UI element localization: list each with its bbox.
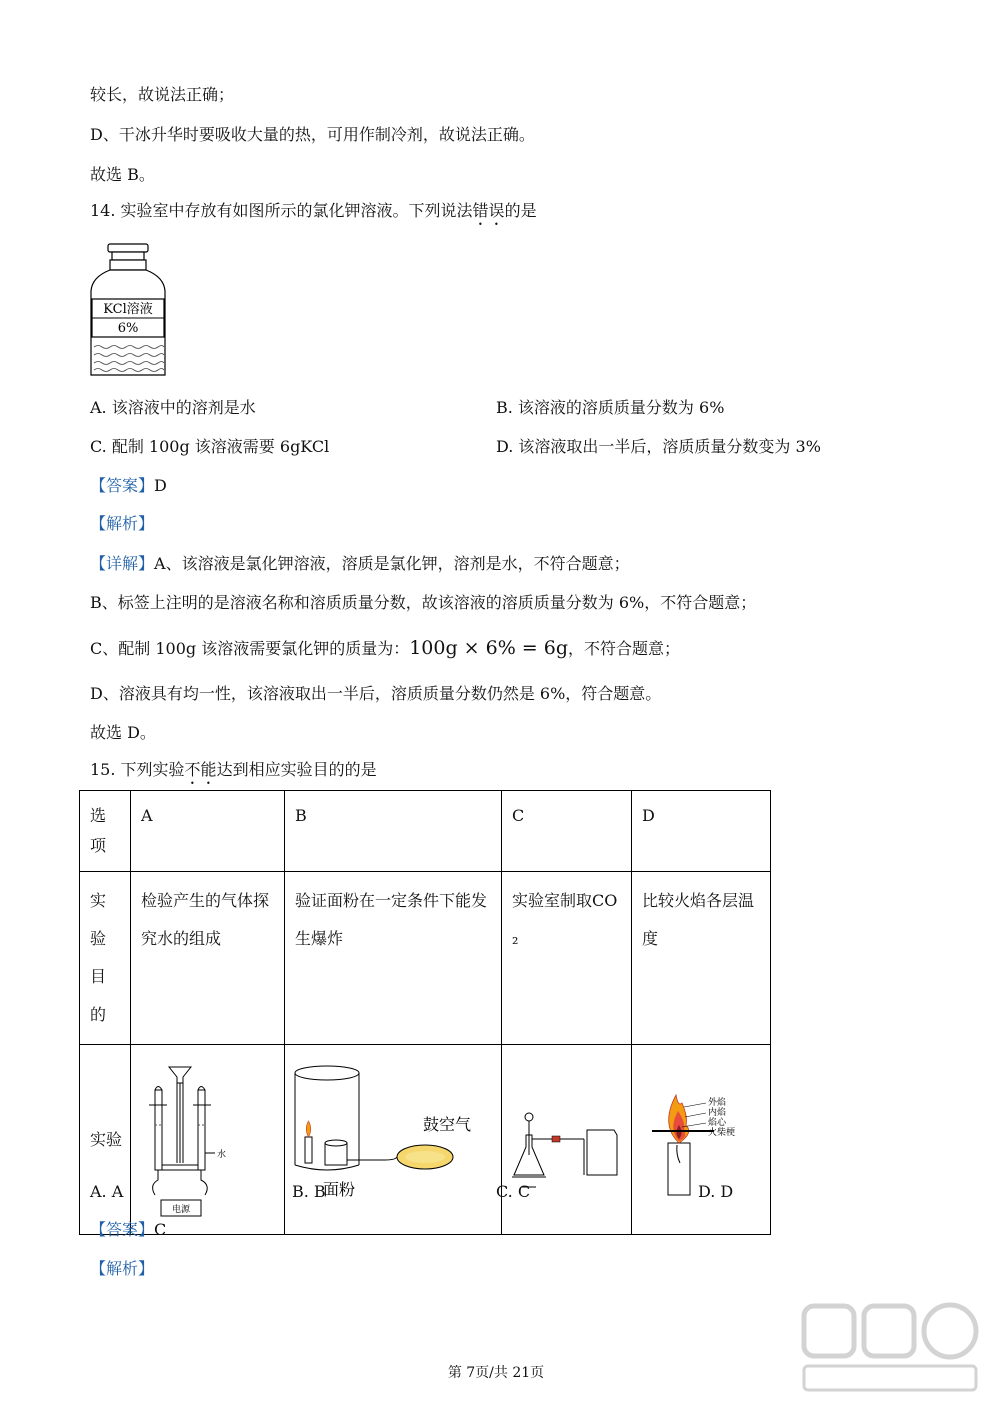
detail-b: B、标签上注明的是溶液名称和溶质质量分数，故该溶液的溶质质量分数为 6%，不符合题意； xyxy=(90,593,757,612)
text-line: 较长，故说法正确； xyxy=(90,85,235,104)
bottle-label-name: KCl溶液 xyxy=(103,302,153,317)
detail-text: C、配制 100g 该溶液需要氯化钾的质量为： xyxy=(90,639,410,658)
experiment-table xyxy=(79,790,771,1235)
answer-tag: 【答案】 xyxy=(90,1220,155,1239)
table-row xyxy=(80,1045,771,1235)
detail-text: ，不符合题意； xyxy=(568,639,681,658)
option-b: B. B xyxy=(292,1182,326,1201)
question-15-stem xyxy=(90,760,377,788)
stem-text: 的是 xyxy=(504,201,537,220)
label-water: 水 xyxy=(217,1150,227,1160)
answer-tag: 【答案】 xyxy=(90,476,155,495)
option-d: D. 该溶液取出一半后，溶质质量分数变为 3% xyxy=(496,437,821,456)
stem-emphasis: 不能 xyxy=(184,760,217,779)
conclusion: 故选 D。 xyxy=(90,723,156,742)
table-header-cell: D xyxy=(632,791,771,872)
label-outer-flame: 外焰 xyxy=(708,1098,727,1108)
table-row xyxy=(80,791,771,872)
option-c: C. 配制 100g 该溶液需要 6gKCl xyxy=(90,437,330,456)
stem-text: 14. 实验室中存放有如图所示的氯化钾溶液。下列说法 xyxy=(90,201,473,220)
label-air: 鼓空气 xyxy=(423,1115,472,1134)
formula: 100g × 6% = 6g xyxy=(409,637,569,659)
purpose-c: 实验室制取CO₂ xyxy=(502,872,632,1045)
stem-emphasis: 错误 xyxy=(472,201,505,220)
text-line: 故选 B。 xyxy=(90,165,155,184)
option-a: A. A xyxy=(90,1182,124,1201)
detail-text: A、该溶液是氯化钾溶液，溶质是氯化钾，溶剂是水，不符合题意； xyxy=(154,554,630,573)
figure-flour-explosion xyxy=(285,1045,502,1235)
detail-tag: 【详解】 xyxy=(90,554,155,573)
question-14-stem xyxy=(90,201,537,229)
option-a: A. 该溶液中的溶剂是水 xyxy=(90,398,256,417)
experiment-label: 实验 xyxy=(80,1045,131,1235)
answer-line xyxy=(90,476,167,496)
answer-value: D xyxy=(154,476,167,495)
page-footer: 第 7页/共 21页 xyxy=(447,1365,545,1381)
analysis-tag: 【解析】 xyxy=(90,514,155,533)
answer-value: C xyxy=(154,1220,167,1239)
figure-flame-layers xyxy=(632,1045,771,1235)
label-inner-flame: 内焰 xyxy=(708,1108,727,1118)
purpose-b: 验证面粉在一定条件下能发生爆炸 xyxy=(285,872,502,1045)
detail-c xyxy=(90,638,680,659)
option-d: D. D xyxy=(698,1182,734,1201)
figure-co2-apparatus xyxy=(502,1045,632,1235)
purpose-d: 比较火焰各层温度 xyxy=(632,872,771,1045)
text-line: D、干冰升华时要吸收大量的热，可用作制冷剂，故说法正确。 xyxy=(90,125,535,144)
table-row xyxy=(80,872,771,1045)
reagent-bottle-figure xyxy=(88,243,168,382)
purpose-label: 实验目的 xyxy=(80,872,131,1045)
detail-d: D、溶液具有均一性，该溶液取出一半后，溶质质量分数仍然是 6%，符合题意。 xyxy=(90,684,662,703)
option-c: C. C xyxy=(496,1182,531,1201)
stem-text: 达到相应实验目的的是 xyxy=(216,760,377,779)
option-b: B. 该溶液的溶质质量分数为 6% xyxy=(496,398,725,417)
label-match: 火柴梗 xyxy=(708,1128,736,1138)
label-flame-core: 焰心 xyxy=(708,1118,727,1128)
answer-line xyxy=(90,1220,166,1240)
table-header-cell: C xyxy=(502,791,632,872)
table-header-cell: A xyxy=(131,791,285,872)
table-header-cell: 选项 xyxy=(80,791,131,872)
table-header-cell: B xyxy=(285,791,502,872)
purpose-a: 检验产生的气体探究水的组成 xyxy=(131,872,285,1045)
bottle-label-percent: 6% xyxy=(117,321,139,336)
label-power: 电源 xyxy=(171,1205,191,1215)
label-flour: 面粉 xyxy=(323,1180,356,1199)
analysis-tag: 【解析】 xyxy=(90,1259,155,1278)
detail-a xyxy=(90,554,630,574)
figure-electrolysis xyxy=(131,1045,285,1235)
stem-text: 15. 下列实验 xyxy=(90,760,185,779)
